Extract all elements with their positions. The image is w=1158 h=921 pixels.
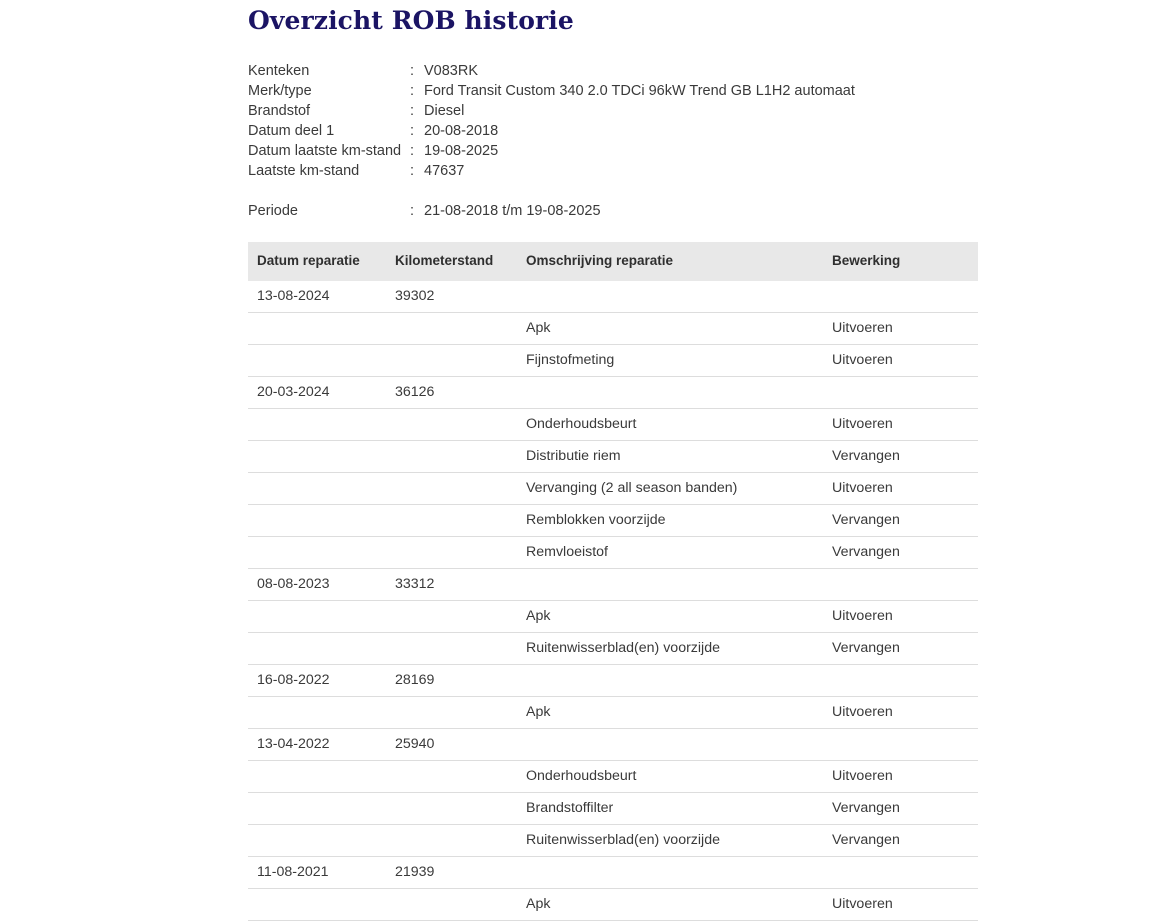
table-header [248, 242, 978, 281]
table-row [248, 409, 978, 441]
cell-description: Apk [518, 697, 824, 729]
cell-km [387, 761, 518, 793]
cell-km [387, 633, 518, 665]
cell-description: Apk [518, 601, 824, 633]
detail-row-merktype [248, 81, 928, 101]
cell-date [248, 537, 387, 569]
column-header-work: Bewerking [824, 242, 978, 281]
cell-date [248, 633, 387, 665]
cell-work: Uitvoeren [824, 473, 978, 505]
table-row [248, 793, 978, 825]
detail-colon: : [410, 63, 415, 79]
table-row [248, 729, 978, 761]
cell-work: Uitvoeren [824, 761, 978, 793]
detail-label: Brandstof [248, 103, 311, 119]
cell-work: Uitvoeren [824, 601, 978, 633]
cell-work [824, 857, 978, 889]
detail-row-kenteken [248, 61, 928, 81]
cell-work: Uitvoeren [824, 345, 978, 377]
cell-description [518, 569, 824, 601]
cell-km [387, 313, 518, 345]
detail-label: Kenteken [248, 63, 310, 79]
table-row [248, 281, 978, 313]
cell-date: 16-08-2022 [248, 665, 387, 697]
column-header-km: Kilometerstand [387, 242, 518, 281]
column-header-description: Omschrijving reparatie [518, 242, 824, 281]
cell-km [387, 505, 518, 537]
cell-description: Onderhoudsbeurt [518, 761, 824, 793]
cell-description: Apk [518, 889, 824, 921]
cell-description [518, 377, 824, 409]
detail-label: Periode [248, 203, 298, 219]
detail-value: 19-08-2025 [424, 143, 499, 159]
table-row [248, 345, 978, 377]
cell-description [518, 729, 824, 761]
cell-description [518, 665, 824, 697]
cell-work [824, 665, 978, 697]
cell-description [518, 857, 824, 889]
cell-work [824, 569, 978, 601]
detail-value: V083RK [424, 63, 479, 79]
table-row [248, 761, 978, 793]
cell-work: Vervangen [824, 537, 978, 569]
table-row [248, 313, 978, 345]
detail-value: Ford Transit Custom 340 2.0 TDCi 96kW Trend GB L1H2 automaat [424, 83, 855, 99]
detail-value: 47637 [424, 163, 465, 179]
detail-row-periode [248, 201, 928, 221]
table-row [248, 377, 978, 409]
cell-date [248, 473, 387, 505]
cell-description: Brandstoffilter [518, 793, 824, 825]
table-row [248, 665, 978, 697]
cell-description [518, 281, 824, 313]
cell-date [248, 793, 387, 825]
detail-value: 20-08-2018 [424, 123, 499, 139]
column-header-date-line1: Datum reparatie [257, 253, 360, 268]
cell-km: 25940 [387, 729, 518, 761]
cell-date: 08-08-2023 [248, 569, 387, 601]
detail-colon: : [410, 143, 415, 159]
cell-date: 13-04-2022 [248, 729, 387, 761]
cell-date: 13-08-2024 [248, 281, 387, 313]
table-header-row [248, 242, 978, 281]
cell-description: Vervanging (2 all season banden) [518, 473, 824, 505]
cell-date [248, 825, 387, 857]
cell-work: Uitvoeren [824, 409, 978, 441]
cell-km [387, 601, 518, 633]
cell-km: 36126 [387, 377, 518, 409]
cell-date: 11-08-2021 [248, 857, 387, 889]
table-row [248, 601, 978, 633]
cell-km [387, 441, 518, 473]
table-row [248, 441, 978, 473]
cell-work: Vervangen [824, 793, 978, 825]
detail-row-datum-laatste-km-stand [248, 141, 928, 161]
cell-description: Remvloeistof [518, 537, 824, 569]
detail-colon: : [410, 163, 415, 179]
table-row [248, 825, 978, 857]
cell-date [248, 345, 387, 377]
detail-row-laatste-km-stand [248, 161, 928, 181]
detail-colon: : [410, 83, 415, 99]
detail-value: Diesel [424, 103, 465, 119]
cell-date [248, 409, 387, 441]
page-title: Overzicht ROB historie [248, 6, 574, 35]
detail-value: 21-08-2018 t/m 19-08-2025 [424, 203, 601, 219]
cell-date [248, 761, 387, 793]
table-row [248, 633, 978, 665]
column-header-date [248, 242, 387, 281]
cell-description: Remblokken voorzijde [518, 505, 824, 537]
cell-work: Vervangen [824, 441, 978, 473]
table-body [248, 281, 978, 921]
document-content [248, 0, 928, 921]
cell-km [387, 825, 518, 857]
cell-work [824, 377, 978, 409]
cell-description: Ruitenwisserblad(en) voorzijde [518, 825, 824, 857]
cell-date [248, 889, 387, 921]
cell-km [387, 345, 518, 377]
cell-work [824, 281, 978, 313]
cell-date: 20-03-2024 [248, 377, 387, 409]
cell-date [248, 441, 387, 473]
cell-km: 21939 [387, 857, 518, 889]
cell-work: Vervangen [824, 825, 978, 857]
detail-label: Datum deel 1 [248, 123, 335, 139]
table-row [248, 569, 978, 601]
cell-work: Uitvoeren [824, 697, 978, 729]
detail-row-datum-deel-1 [248, 121, 928, 141]
cell-work: Uitvoeren [824, 889, 978, 921]
cell-km: 28169 [387, 665, 518, 697]
table-row [248, 537, 978, 569]
cell-km: 33312 [387, 569, 518, 601]
cell-km [387, 697, 518, 729]
cell-description: Apk [518, 313, 824, 345]
cell-date [248, 505, 387, 537]
cell-description: Onderhoudsbeurt [518, 409, 824, 441]
detail-row-brandstof [248, 101, 928, 121]
cell-km [387, 537, 518, 569]
cell-km [387, 409, 518, 441]
table-row [248, 697, 978, 729]
cell-km: 39302 [387, 281, 518, 313]
table-row [248, 473, 978, 505]
detail-colon: : [410, 203, 415, 219]
cell-date [248, 313, 387, 345]
cell-description: Fijnstofmeting [518, 345, 824, 377]
detail-label: Merk/type [248, 83, 312, 99]
cell-date [248, 601, 387, 633]
cell-description: Ruitenwisserblad(en) voorzijde [518, 633, 824, 665]
detail-label: Datum laatste km-stand [248, 143, 402, 159]
cell-work: Uitvoeren [824, 313, 978, 345]
table-row [248, 889, 978, 921]
cell-work: Vervangen [824, 633, 978, 665]
cell-km [387, 889, 518, 921]
cell-work [824, 729, 978, 761]
cell-km [387, 473, 518, 505]
cell-work: Vervangen [824, 505, 978, 537]
cell-description: Distributie riem [518, 441, 824, 473]
vehicle-details [248, 61, 928, 221]
repair-history-table [248, 242, 978, 921]
cell-km [387, 793, 518, 825]
detail-colon: : [410, 103, 415, 119]
table-row [248, 505, 978, 537]
table-row [248, 857, 978, 889]
detail-label: Laatste km-stand [248, 163, 360, 179]
cell-date [248, 697, 387, 729]
detail-colon: : [410, 123, 415, 139]
